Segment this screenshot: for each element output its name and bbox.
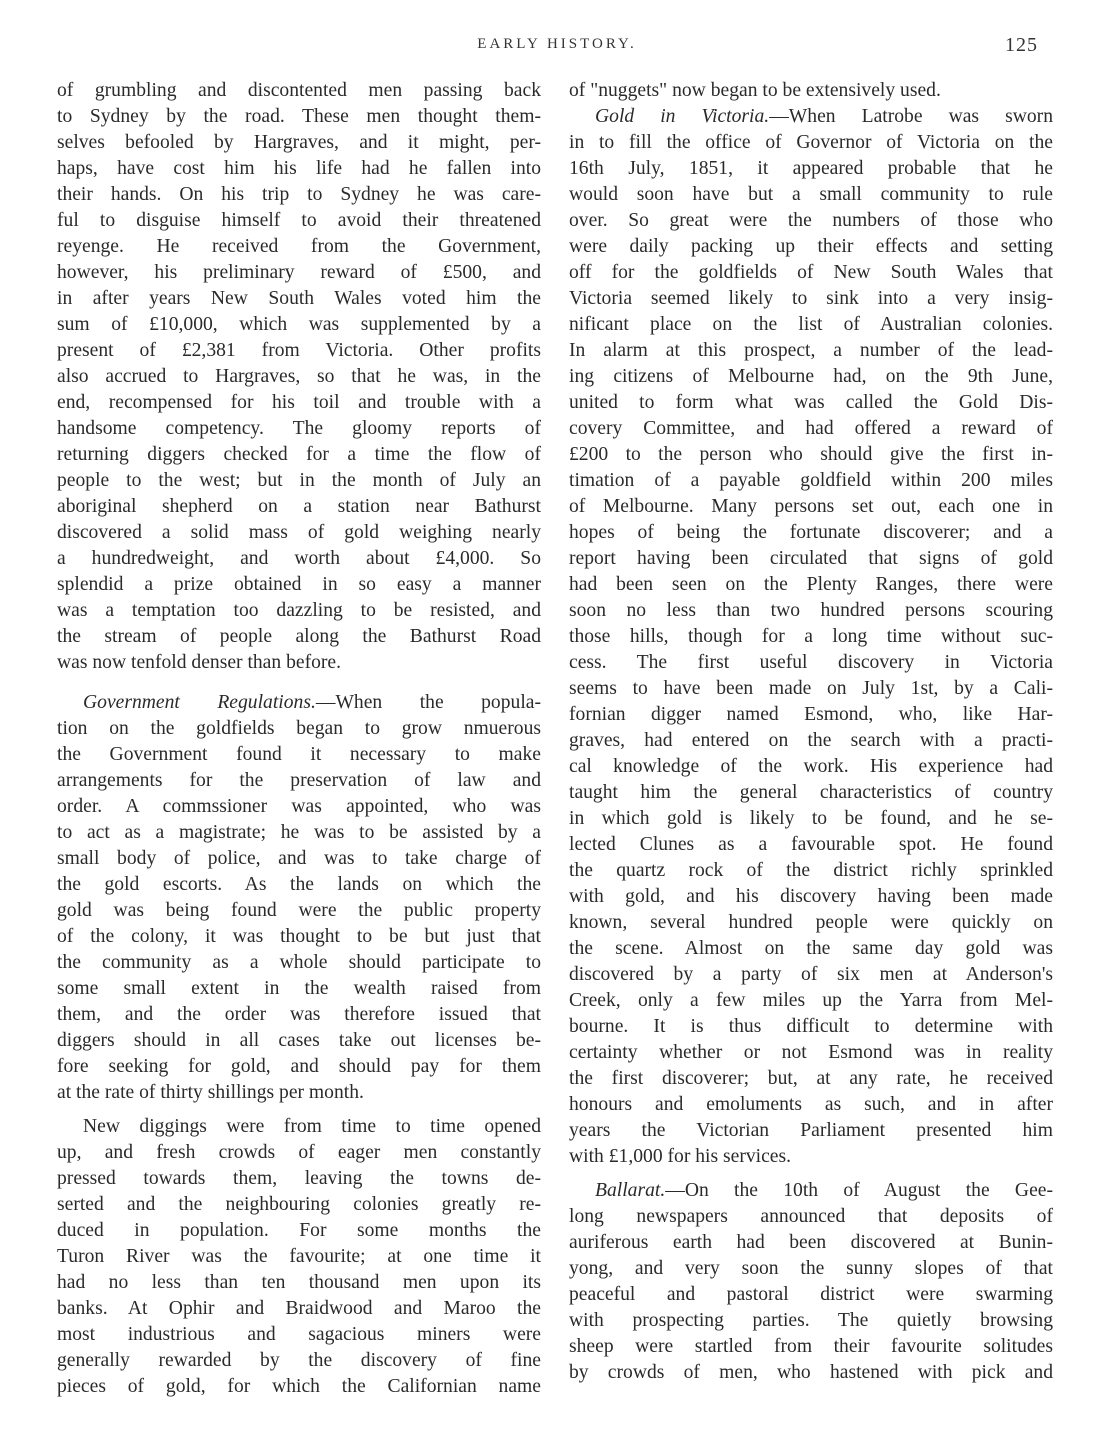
- text-line: the stream of people along the Bathurst Road: [57, 626, 541, 647]
- text-line: of grumbling and discontented men passing back: [57, 80, 541, 101]
- text-line: aboriginal shepherd on a station near Bathurst: [57, 496, 541, 517]
- text-line: however, his preliminary reward of £500, and: [57, 262, 541, 283]
- text-line: [57, 1114, 541, 1140]
- text-line: graves, had entered on the search with a practi-: [569, 730, 1053, 751]
- text-line: was now tenfold denser than before.: [57, 652, 342, 673]
- text-line: to act as a magistrate; he was to be assisted by a: [57, 822, 541, 843]
- text-line: In alarm at this prospect, a number of the lead-: [569, 340, 1053, 361]
- paragraph-gap: [569, 1170, 1053, 1178]
- paragraph-grumbling: [57, 78, 541, 676]
- text-line: order. A commssioner was appointed, who was: [57, 796, 541, 817]
- text-run: —When Latrobe was sworn: [769, 106, 1053, 127]
- text-line: in which gold is likely to be found, and he se-: [569, 808, 1053, 829]
- text-line: with gold, and his discovery having been made: [569, 886, 1053, 907]
- text-line: Victoria seemed likely to sink into a very insig-: [569, 288, 1053, 309]
- text-line: serted and the neighbouring colonies greatly re-: [57, 1194, 541, 1215]
- text-line: discovered by a party of six men at Anderson's: [569, 964, 1053, 985]
- text-line: 16th July, 1851, it appeared probable that he: [569, 158, 1053, 179]
- text-line: nificant place on the list of Australian colonies.: [569, 314, 1053, 335]
- text-line: soon no less than two hundred persons scouring: [569, 600, 1053, 621]
- text-line: peaceful and pastoral district were swarming: [569, 1284, 1053, 1305]
- paragraph-new-diggings: [57, 1114, 541, 1400]
- text-line: in to fill the office of Governor of Victoria on the: [569, 132, 1053, 153]
- text-line: of Melbourne. Many persons set out, each one in: [569, 496, 1053, 517]
- side-heading: Ballarat.: [595, 1180, 666, 1201]
- left-column: [57, 78, 541, 1400]
- text-line: of "nuggets" now began to be extensively used.: [569, 80, 941, 101]
- text-line: over. So great were the numbers of those who: [569, 210, 1053, 231]
- text-line: known, several hundred people were quickly on: [569, 912, 1053, 933]
- text-line: present of £2,381 from Victoria. Other profits: [57, 340, 541, 361]
- text-line: the community as a whole should participate to: [57, 952, 541, 973]
- text-line: had no less than ten thousand men upon its: [57, 1272, 541, 1293]
- text-line: the first discoverer; but, at any rate, he received: [569, 1068, 1053, 1089]
- text-line: £200 to the person who should give the first in-: [569, 444, 1053, 465]
- page-number: 125: [1005, 34, 1038, 56]
- text-line: auriferous earth had been discovered at Bunin-: [569, 1232, 1053, 1253]
- text-line: covery Committee, and had offered a reward of: [569, 418, 1053, 439]
- text-line: with prospecting parties. The quietly browsing: [569, 1310, 1053, 1331]
- text-line: in after years New South Wales voted him the: [57, 288, 541, 309]
- text-line: also accrued to Hargraves, so that he was, in the: [57, 366, 541, 387]
- text-line: the gold escorts. As the lands on which the: [57, 874, 541, 895]
- text-line: the quartz rock of the district richly sprinkled: [569, 860, 1053, 881]
- text-line: those hills, though for a long time without suc-: [569, 626, 1053, 647]
- text-line: cess. The first useful discovery in Victoria: [569, 652, 1053, 673]
- text-line: [57, 690, 541, 716]
- text-line: the Government found it necessary to make: [57, 744, 541, 765]
- text-line: taught him the general characteristics of country: [569, 782, 1053, 803]
- text-line: united to form what was called the Gold Dis-: [569, 392, 1053, 413]
- text-line: the scene. Almost on the same day gold was: [569, 938, 1053, 959]
- text-run: —When the popula-: [315, 692, 541, 713]
- text-line: had been seen on the Plenty Ranges, there were: [569, 574, 1053, 595]
- text-line: small body of police, and was to take charge of: [57, 848, 541, 869]
- text-line: to Sydney by the road. These men thought them-: [57, 106, 541, 127]
- text-line: ing citizens of Melbourne had, on the 9th June,: [569, 366, 1053, 387]
- paragraph-nuggets: [569, 78, 1053, 104]
- text-line: were daily packing up their effects and setting: [569, 236, 1053, 257]
- text-run: —On the 10th of August the Gee-: [665, 1180, 1053, 1201]
- text-line: a hundredweight, and worth about £4,000. So: [57, 548, 541, 569]
- text-line: tion on the goldfields began to grow nmuerous: [57, 718, 541, 739]
- text-line: people to the west; but in the month of July an: [57, 470, 541, 491]
- text-line: at the rate of thirty shillings per month.: [57, 1082, 364, 1103]
- text-line: cal knowledge of the work. His experience had: [569, 756, 1053, 777]
- text-line: duced in population. For some months the: [57, 1220, 541, 1241]
- text-line: of the colony, it was thought to be but just that: [57, 926, 541, 947]
- text-line: haps, have cost him his life had he fallen into: [57, 158, 541, 179]
- side-heading: Government Regulations.: [83, 692, 316, 713]
- text-line: end, recompensed for his toil and trouble with a: [57, 392, 541, 413]
- text-line: returning diggers checked for a time the flow of: [57, 444, 541, 465]
- running-head: EARLY HISTORY.: [477, 36, 637, 52]
- text-line: off for the goldfields of New South Wales that: [569, 262, 1053, 283]
- text-line: honours and emoluments as such, and in after: [569, 1094, 1053, 1115]
- text-line: pressed towards them, leaving the towns de-: [57, 1168, 541, 1189]
- text-line: their hands. On his trip to Sydney he was care-: [57, 184, 541, 205]
- text-line: was a temptation too dazzling to be resisted, and: [57, 600, 541, 621]
- text-line: certainty whether or not Esmond was in reality: [569, 1042, 1053, 1063]
- text-line: selves befooled by Hargraves, and it might, per-: [57, 132, 541, 153]
- text-line: sheep were startled from their favourite solitudes: [569, 1336, 1053, 1357]
- text-line: years the Victorian Parliament presented him: [569, 1120, 1053, 1141]
- text-line: reyenge. He received from the Government,: [57, 236, 541, 257]
- paragraph-gap: [57, 676, 541, 690]
- text-line: by crowds of men, who hastened with pick and: [569, 1362, 1053, 1383]
- text-line: hopes of being the fortunate discoverer; and a: [569, 522, 1053, 543]
- text-line: diggers should in all cases take out licenses be-: [57, 1030, 541, 1051]
- text-run: New diggings were from time to time opened: [83, 1116, 541, 1137]
- text-line: fore seeking for gold, and should pay for them: [57, 1056, 541, 1077]
- text-line: with £1,000 for his services.: [569, 1146, 792, 1167]
- text-line: [569, 104, 1053, 130]
- text-line: report having been circulated that signs of gold: [569, 548, 1053, 569]
- paragraph-gap: [57, 1106, 541, 1114]
- text-line: yong, and very soon the sunny slopes of that: [569, 1258, 1053, 1279]
- side-heading: Gold in Victoria.: [595, 106, 770, 127]
- text-line: would soon have but a small community to rule: [569, 184, 1053, 205]
- text-line: discovered a solid mass of gold weighing nearly: [57, 522, 541, 543]
- text-line: some small extent in the wealth raised from: [57, 978, 541, 999]
- text-line: splendid a prize obtained in so easy a manner: [57, 574, 541, 595]
- text-line: ful to disguise himself to avoid their threatened: [57, 210, 541, 231]
- text-line: them, and the order was therefore issued that: [57, 1004, 541, 1025]
- text-line: arrangements for the preservation of law and: [57, 770, 541, 791]
- text-line: gold was being found were the public property: [57, 900, 541, 921]
- text-line: long newspapers announced that deposits of: [569, 1206, 1053, 1227]
- text-line: handsome competency. The gloomy reports of: [57, 418, 541, 439]
- text-line: lected Clunes as a favourable spot. He found: [569, 834, 1053, 855]
- text-line: [569, 1178, 1053, 1204]
- text-line: timation of a payable goldfield within 200 miles: [569, 470, 1053, 491]
- text-line: fornian digger named Esmond, who, like Har-: [569, 704, 1053, 725]
- paragraph-ballarat: [569, 1178, 1053, 1386]
- text-line: Creek, only a few miles up the Yarra from Mel-: [569, 990, 1053, 1011]
- paragraph-gold-in-victoria: [569, 104, 1053, 1170]
- text-line: up, and fresh crowds of eager men constantly: [57, 1142, 541, 1163]
- text-line: bourne. It is thus difficult to determine with: [569, 1016, 1053, 1037]
- paragraph-government-regulations: [57, 690, 541, 1106]
- text-line: most industrious and sagacious miners were: [57, 1324, 541, 1345]
- text-line: generally rewarded by the discovery of fine: [57, 1350, 541, 1371]
- right-column: [569, 78, 1053, 1386]
- text-line: sum of £10,000, which was supplemented by a: [57, 314, 541, 335]
- text-line: banks. At Ophir and Braidwood and Maroo the: [57, 1298, 541, 1319]
- text-line: seems to have been made on July 1st, by a Cali-: [569, 678, 1053, 699]
- text-line: Turon River was the favourite; at one time it: [57, 1246, 541, 1267]
- text-line: pieces of gold, for which the Californian name: [57, 1376, 541, 1397]
